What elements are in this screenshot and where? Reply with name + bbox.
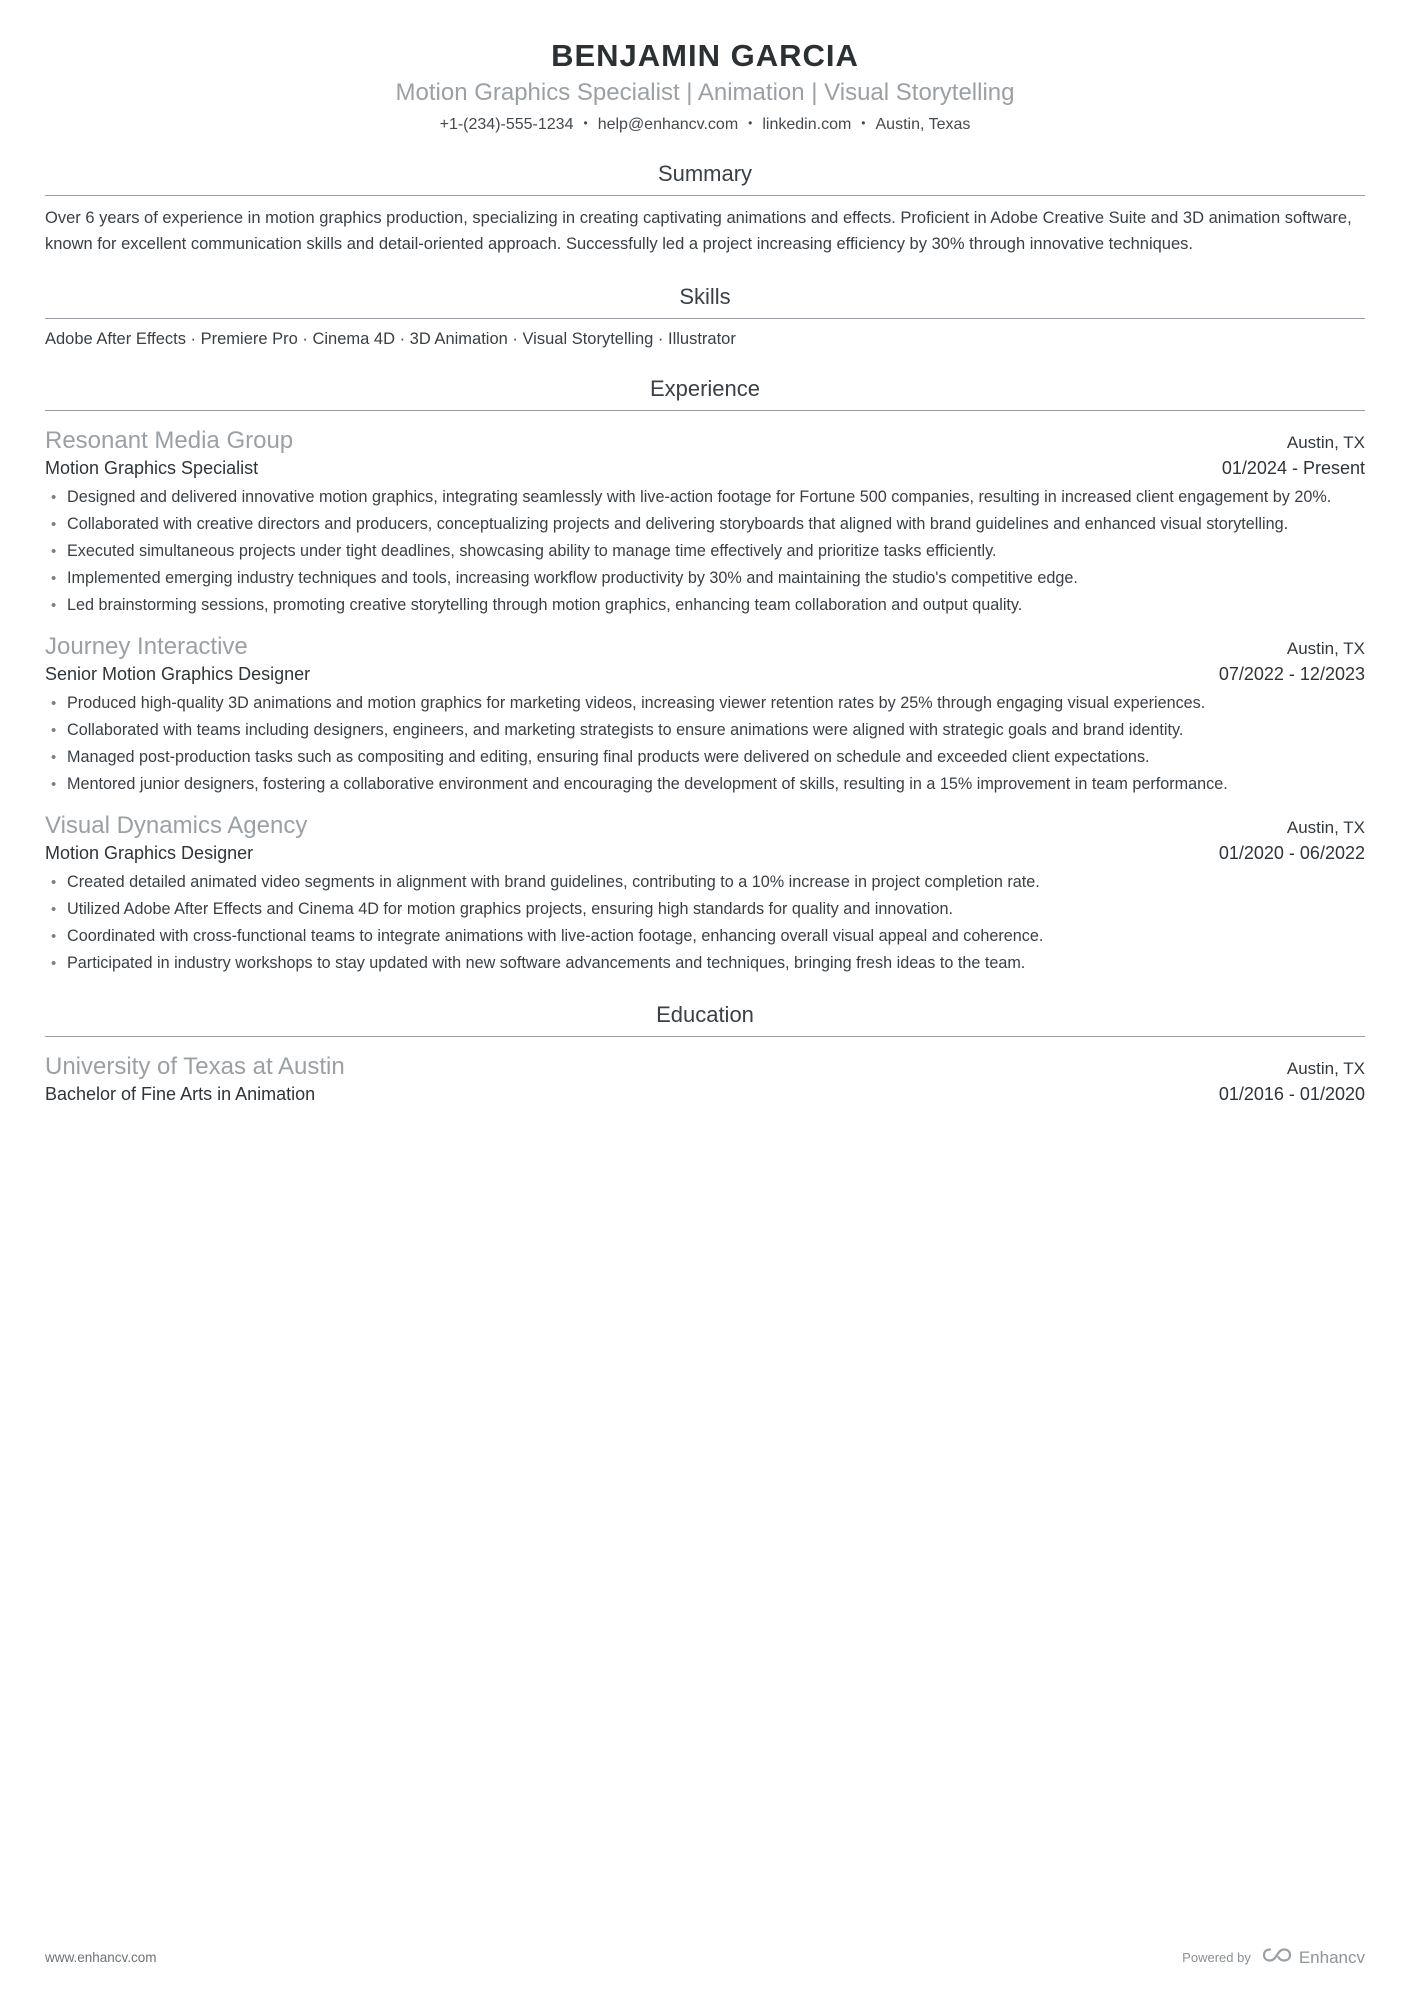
bullet-item: • Collaborated with creative directors and producers, conceptualizing projects and delivering storyboards that aligned with brand guidelines and enhanced visual storytelling.: [45, 513, 1365, 536]
contact-linkedin[interactable]: linkedin.com: [762, 116, 852, 133]
powered-by-label: Powered by: [1182, 1950, 1251, 1965]
bullet-item: • Mentored junior designers, fostering a collaborative environment and encouraging the development of skills, resulting in a 15% improvement in team performance.: [45, 773, 1365, 796]
candidate-name: BENJAMIN GARCIA: [551, 38, 859, 73]
bullet-item: • Led brainstorming sessions, promoting creative storytelling through motion graphics, enhancing team collaboration and output quality.: [45, 594, 1365, 617]
contact-phone: +1-(234)-555-1234: [439, 116, 574, 133]
education-heading: Education: [45, 1002, 1365, 1037]
enhancv-logo[interactable]: [1261, 1946, 1365, 1969]
contact-location: Austin, Texas: [875, 116, 971, 133]
summary-text: Over 6 years of experience in motion graphics production, specializing in creating captivating animations and effects. Proficient in Adobe Creative Suite and 3D animation software, known for excellent communication skills and detail-oriented approach. Successfully led a project increasing efficiency by 30% through innovative techniques.: [45, 209, 1352, 253]
candidate-headline: Motion Graphics Specialist | Animation | Visual Storytelling: [395, 79, 1015, 106]
bullet-item: • Executed simultaneous projects under tight deadlines, showcasing ability to manage time effectively and prioritize tasks efficiently.: [45, 540, 1365, 563]
job-dates: 07/2022 - 12/2023: [1218, 664, 1365, 684]
job-title: Motion Graphics Designer: [45, 843, 254, 863]
experience-entry: [45, 427, 1365, 617]
company-name: Resonant Media Group: [45, 427, 294, 454]
footer-website-link[interactable]: www.enhancv.com: [45, 1950, 157, 1965]
skills-list: Adobe After Effects · Premiere Pro · Cinema 4D · 3D Animation · Visual Storytelling · Illustrator: [45, 330, 736, 348]
education-entry: [45, 1053, 1365, 1105]
bullet-item: • Utilized Adobe After Effects and Cinema 4D for motion graphics projects, ensuring high standards for quality and innovation.: [45, 898, 1365, 921]
job-title: Senior Motion Graphics Designer: [45, 664, 311, 684]
job-location: Austin, TX: [1286, 818, 1365, 837]
job-bullets: [45, 486, 1365, 617]
contact-separator: •: [583, 116, 588, 130]
job-dates: 01/2020 - 06/2022: [1218, 843, 1365, 863]
job-title: Motion Graphics Specialist: [45, 458, 259, 478]
contact-separator: •: [748, 116, 753, 130]
summary-heading: Summary: [45, 161, 1365, 196]
experience-entry: [45, 633, 1365, 796]
skills-heading: Skills: [45, 284, 1365, 319]
job-dates: 01/2024 - Present: [1221, 458, 1365, 478]
bullet-item: • Designed and delivered innovative motion graphics, integrating seamlessly with live-action footage for Fortune 500 companies, resulting in increased client engagement by 20%.: [45, 486, 1365, 509]
experience-section: [45, 376, 1365, 975]
enhancv-logo-icon: [1261, 1946, 1293, 1969]
company-name: Journey Interactive: [45, 633, 248, 660]
bullet-item: • Managed post-production tasks such as compositing and editing, ensuring final products were delivered on schedule and exceeded client expectations.: [45, 746, 1365, 769]
job-bullets: [45, 692, 1365, 796]
experience-entry: [45, 812, 1365, 975]
job-location: Austin, TX: [1286, 639, 1365, 658]
job-bullets: [45, 871, 1365, 975]
school-name: University of Texas at Austin: [45, 1053, 345, 1080]
degree-name: Bachelor of Fine Arts in Animation: [45, 1084, 316, 1104]
contact-separator: •: [861, 116, 866, 130]
contact-line: [45, 116, 1365, 134]
enhancv-brand-name: Enhancv: [1298, 1947, 1365, 1967]
bullet-item: • Coordinated with cross-functional teams to integrate animations with live-action footage, enhancing overall visual appeal and coherence.: [45, 925, 1365, 948]
page-footer: [45, 1946, 1365, 1969]
bullet-item: • Participated in industry workshops to stay updated with new software advancements and techniques, bringing fresh ideas to the team.: [45, 952, 1365, 975]
bullet-item: • Produced high-quality 3D animations and motion graphics for marketing videos, increasing viewer retention rates by 25% through engaging visual experiences.: [45, 692, 1365, 715]
bullet-item: • Implemented emerging industry techniques and tools, increasing workflow productivity by 30% and maintaining the studio's competitive edge.: [45, 567, 1365, 590]
school-location: Austin, TX: [1286, 1059, 1365, 1078]
contact-email[interactable]: help@enhancv.com: [597, 116, 739, 133]
education-section: [45, 1002, 1365, 1105]
summary-section: [45, 161, 1365, 257]
skills-section: [45, 284, 1365, 349]
experience-heading: Experience: [45, 376, 1365, 411]
bullet-item: • Collaborated with teams including designers, engineers, and marketing strategists to ensure animations were aligned with strategic goals and brand identity.: [45, 719, 1365, 742]
bullet-item: • Created detailed animated video segments in alignment with brand guidelines, contributing to a 10% increase in project completion rate.: [45, 871, 1365, 894]
job-location: Austin, TX: [1286, 433, 1365, 452]
resume-header: [45, 38, 1365, 134]
education-dates: 01/2016 - 01/2020: [1218, 1084, 1365, 1104]
company-name: Visual Dynamics Agency: [45, 812, 308, 839]
